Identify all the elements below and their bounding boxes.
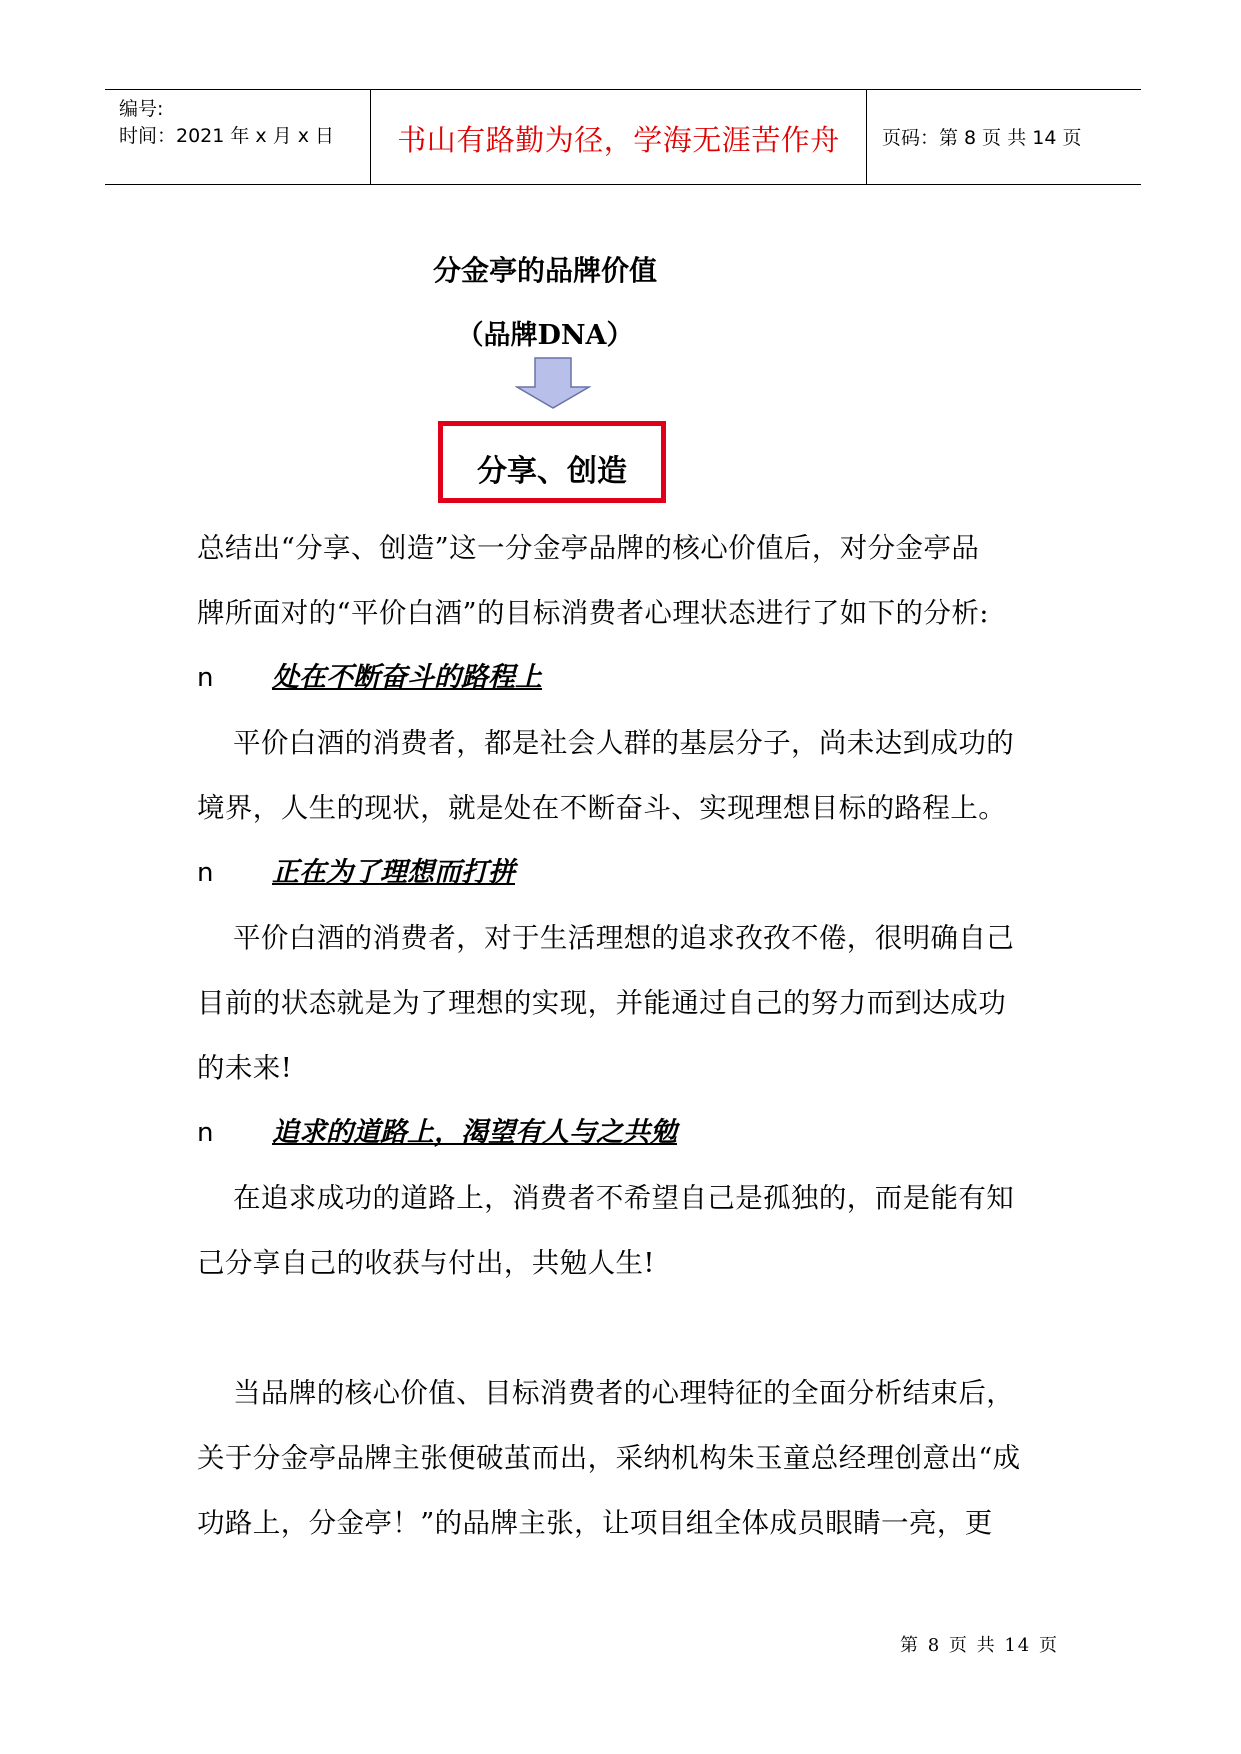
diagram-title: 分金亭的品牌价值 [432,254,657,287]
section-2-line-1: 平价白酒的消费者，对于生活理想的追求孜孜不倦，很明确自己 [233,922,1015,954]
header-motto-cell [371,90,867,184]
section-1-line-2: 境界，人生的现状，就是处在不断奋斗、实现理想目标的路程上。 [197,792,1007,824]
bullet-marker: n [197,663,214,693]
closing-line-3: 功路上，分金亭！”的品牌主张，让项目组全体成员眼睛一亮，更 [197,1507,993,1539]
header-page-cell [868,90,1141,184]
section-heading-1: 处在不断奋斗的路程上 [272,662,542,693]
section-heading-2: 正在为了理想而打拼 [272,857,515,888]
header-meta-cell [105,90,371,184]
intro-line-2: 牌所面对的“平价白酒”的目标消费者心理状态进行了如下的分析: [197,597,989,629]
header-table [105,89,1141,185]
time-label: 时间：2021 年 x 月 x 日 [119,125,335,147]
section-3-line-1: 在追求成功的道路上，消费者不希望自己是孤独的，而是能有知 [233,1182,1015,1214]
diagram-subtitle: （品牌DNA） [456,320,634,351]
intro-line-1: 总结出“分享、创造”这一分金亭品牌的核心价值后，对分金亭品 [197,532,980,564]
section-1-line-1: 平价白酒的消费者，都是社会人群的基层分子，尚未达到成功的 [233,727,1015,759]
closing-line-1: 当品牌的核心价值、目标消费者的心理特征的全面分析结束后， [233,1377,1015,1409]
section-2-line-2: 目前的状态就是为了理想的实现，并能通过自己的努力而到达成功 [197,987,1007,1019]
section-heading-3: 追求的道路上，渴望有人与之共勉 [272,1117,677,1148]
page-info: 页码：第 8 页 共 14 页 [882,127,1082,149]
down-arrow-icon [515,357,591,409]
section-3-line-2: 己分享自己的收获与付出，共勉人生! [197,1247,655,1279]
bullet-marker: n [197,1118,214,1148]
section-2-line-3: 的未来! [197,1052,293,1084]
core-value-text: 分享、创造 [477,454,627,489]
page-footer: 第 8 页 共 14 页 [900,1635,1059,1656]
bullet-marker: n [197,858,214,888]
core-value-box [438,421,666,503]
serial-label: 编号: [119,98,164,120]
motto-text: 书山有路勤为径，学海无涯苦作舟 [397,123,840,157]
closing-line-2: 关于分金亭品牌主张便破茧而出，采纳机构朱玉童总经理创意出“成 [197,1442,1021,1474]
